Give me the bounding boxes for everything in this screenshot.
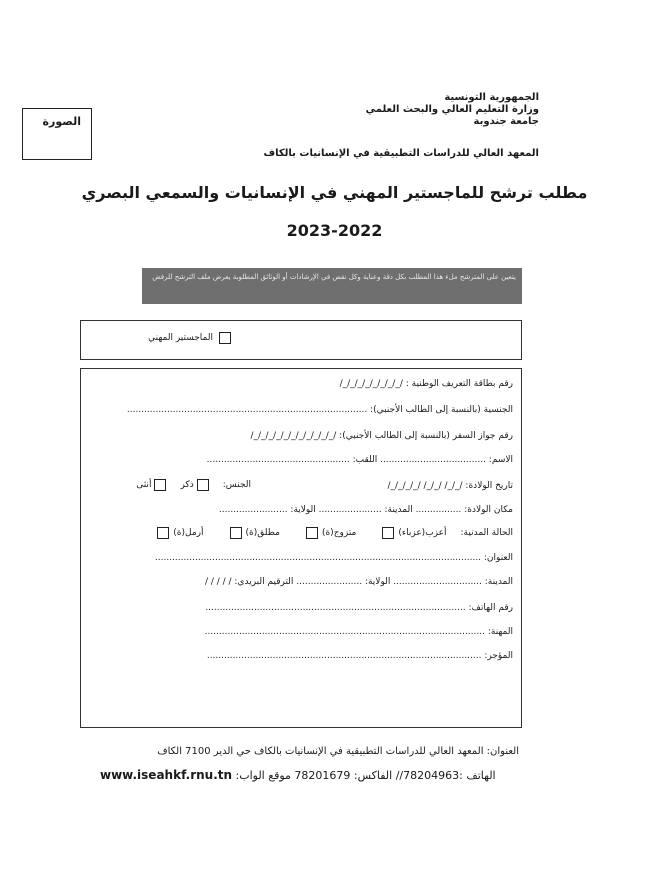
birth-place-field[interactable]: مكان الولادة: ................ المدينة: ...................... الولاية: ........................: [218, 505, 513, 515]
birth-date-field[interactable]: تاريخ الولادة: /_/_/ /_/_/ /_/_/_/_/: [387, 481, 513, 491]
female-label: أنثى: [136, 480, 152, 490]
program-label: الماجستير المهني: [148, 333, 213, 343]
id-card-field[interactable]: رقم بطاقة التعريف الوطنية : /_/_/_/_/_/_/_/_/: [339, 379, 513, 389]
footer-phone-fax: الهاتف :78204963// الفاكس: 78201679 موقع الواب:: [235, 769, 496, 782]
divorced-label: مطلق(ة): [245, 528, 280, 538]
program-checkbox[interactable]: [219, 332, 231, 344]
program-box: [80, 320, 522, 360]
footer-contact: [100, 768, 496, 782]
female-checkbox[interactable]: [154, 479, 166, 491]
widowed-label: أرمل(ة): [173, 528, 204, 538]
single-label: أعزب(عزباء): [398, 528, 447, 538]
single-checkbox[interactable]: [382, 527, 394, 539]
divorced-checkbox[interactable]: [230, 527, 242, 539]
header-ministry: وزارة التعليم العالي والبحث العلمي: [365, 104, 539, 115]
gender-label: الجنس:: [222, 480, 251, 490]
header-institute: المعهد العالي للدراسات التطبيقية في الإنسانيات بالكاف: [263, 148, 539, 159]
photo-box: [22, 108, 92, 160]
civil-status-group: [157, 527, 513, 539]
form-box: [80, 368, 522, 728]
header-block: [239, 92, 539, 128]
name-field[interactable]: الاسم: ..................................... اللقب: ..................................................: [206, 455, 513, 465]
program-option[interactable]: [148, 332, 231, 344]
notice-banner: يتعين على المترشح ملء هذا المطلب بكل دقة وعناية وكل نقص في الإرشادات أو الوثائق المطلوبة يعرض ملف الترشح للرفض: [142, 268, 522, 304]
male-label: ذكر: [180, 480, 194, 490]
civil-status-label: الحالة المدنية:: [460, 528, 513, 538]
page-title: مطلب ترشح للماجستير المهني في الإنسانيات والسمعي البصري: [81, 183, 588, 202]
gender-group: [136, 479, 251, 491]
address-field[interactable]: العنوان: ..................................................................................................................: [154, 553, 513, 563]
photo-label: الصورة: [42, 115, 81, 128]
married-checkbox[interactable]: [306, 527, 318, 539]
header-republic: الجمهورية التونسية: [444, 92, 539, 103]
footer-website[interactable]: www.iseahkf.rnu.tn: [100, 768, 233, 782]
city-field[interactable]: المدينة: ............................... الولاية: ....................... الترقيم البريدي: / / / / /: [204, 577, 513, 587]
header-university: جامعة جندوبة: [473, 116, 539, 127]
profession-field[interactable]: المهنة: ..................................................................................................: [204, 627, 513, 637]
married-label: متزوج(ة): [321, 528, 357, 538]
male-checkbox[interactable]: [197, 479, 209, 491]
academic-year: 2023-2022: [286, 221, 383, 240]
nationality-field[interactable]: الجنسية (بالنسبة إلى الطالب الأجنبي): ....................................................................................: [126, 405, 513, 415]
widowed-checkbox[interactable]: [157, 527, 169, 539]
phone-field[interactable]: رقم الهاتف: ...........................................................................................: [205, 603, 513, 613]
footer-address: العنوان: المعهد العالي للدراسات التطبيقية في الإنسانيات بالكاف حي الدير 7100 الكاف: [157, 746, 519, 757]
passport-field[interactable]: رقم جواز السفر (بالنسبة إلى الطالب الأجنبي): /_/_/_/_/_/_/_/_/_/_/_/: [250, 431, 513, 441]
employer-field[interactable]: المؤجر: ................................................................................................: [206, 651, 513, 661]
